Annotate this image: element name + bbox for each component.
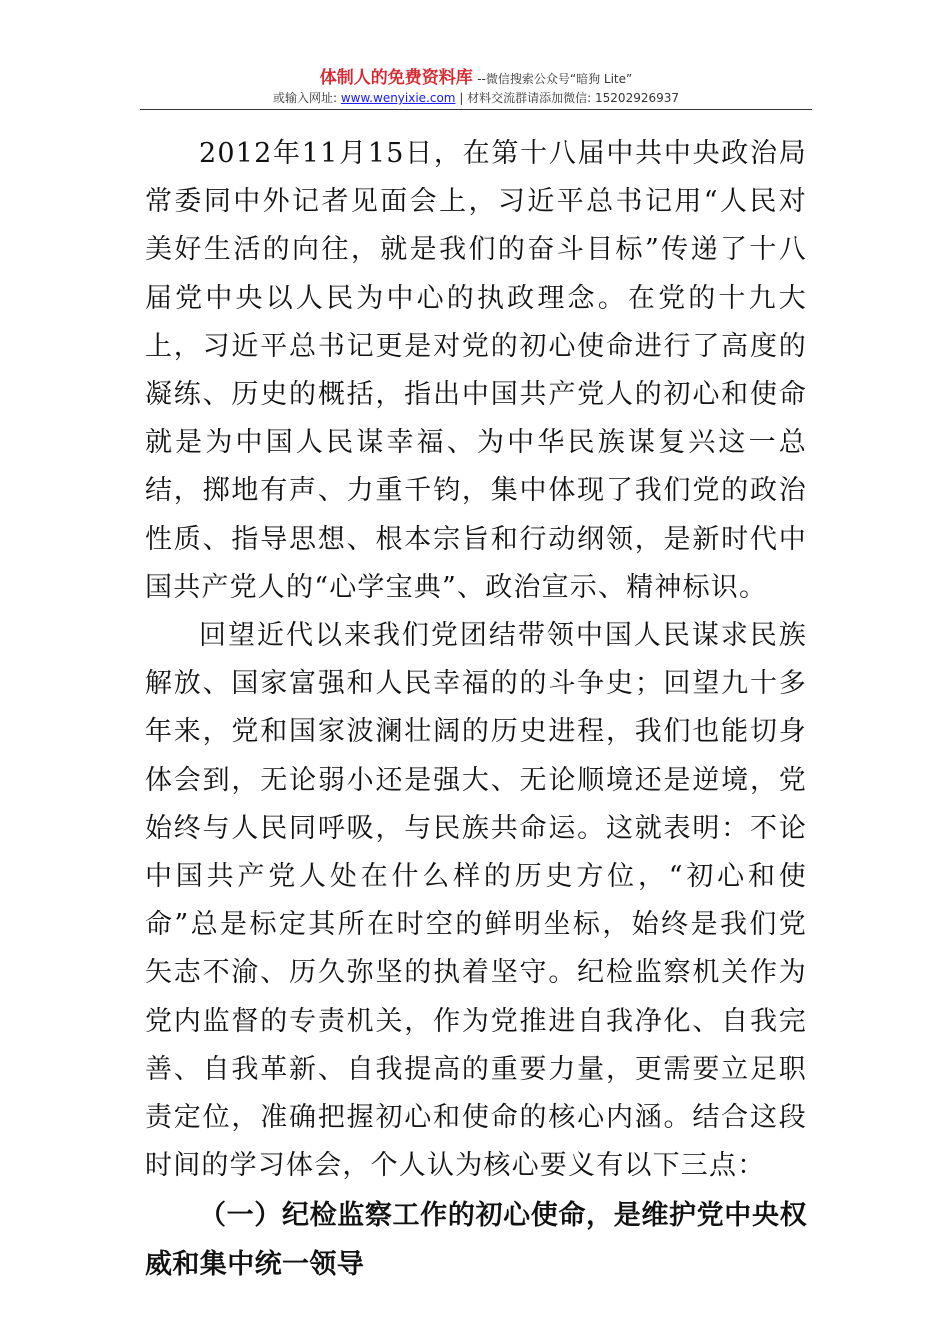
header-info-line xyxy=(140,89,812,107)
body-paragraph-2: 回望近代以来我们党团结带领中国人民谋求民族解放、国家富强和人民幸福的的斗争史；回望九十多年来，党和国家波澜壮阔的历史进程，我们也能切身体会到，无论弱小还是强大、无论顺境还是逆境，党始终与人民同呼吸，与民族共命运。这就表明：不论中国共产党人处在什么样的历史方位，“初心和使命”总是标定其所在时空的鲜明坐标，始终是我们党矢志不渝、历久弥坚的执着坚守。纪检监察机关作为党内监督的专责机关，作为党推进自我净化、自我完善、自我革新、自我提高的重要力量，更需要立足职责定位，准确把握初心和使命的核心内涵。结合这段时间的学习体会，个人认为核心要义有以下三点： xyxy=(145,620,807,1182)
header-subtitle: --微信搜索公众号“暗狗 Lite” xyxy=(477,72,633,86)
header-contact: | 材料交流群请添加微信: 15202926937 xyxy=(455,91,680,105)
section-heading: （一）纪检监察工作的初心使命，是维护党中央权威和集中统一领导 xyxy=(145,1200,807,1280)
body-paragraph-1: 2012年11月15日，在第十八届中共中央政治局常委同中外记者见面会上，习近平总书记用“人民对美好生活的向往，就是我们的奋斗目标”传递了十八届党中央以人民为中心的执政理念。在党的十九大上，习近平总书记更是对党的初心使命进行了高度的凝练、历史的概括，指出中国共产党人的初心和使命就是为中国人民谋幸福、为中华民族谋复兴这一总结，掷地有声、力重千钧，集中体现了我们党的政治性质、指导思想、根本宗旨和行动纲领，是新时代中国共产党人的“心学宝典”、政治宣示、精神标识。 xyxy=(145,138,807,603)
header-title-line xyxy=(140,68,812,89)
header-url-prefix: 或输入网址: xyxy=(272,91,341,105)
page-header xyxy=(140,68,812,107)
header-url-link[interactable]: www.wenyixie.com xyxy=(340,91,456,105)
header-divider xyxy=(140,109,812,110)
document-body xyxy=(145,130,807,1289)
header-brand: 体制人的免费资料库 xyxy=(319,68,473,88)
